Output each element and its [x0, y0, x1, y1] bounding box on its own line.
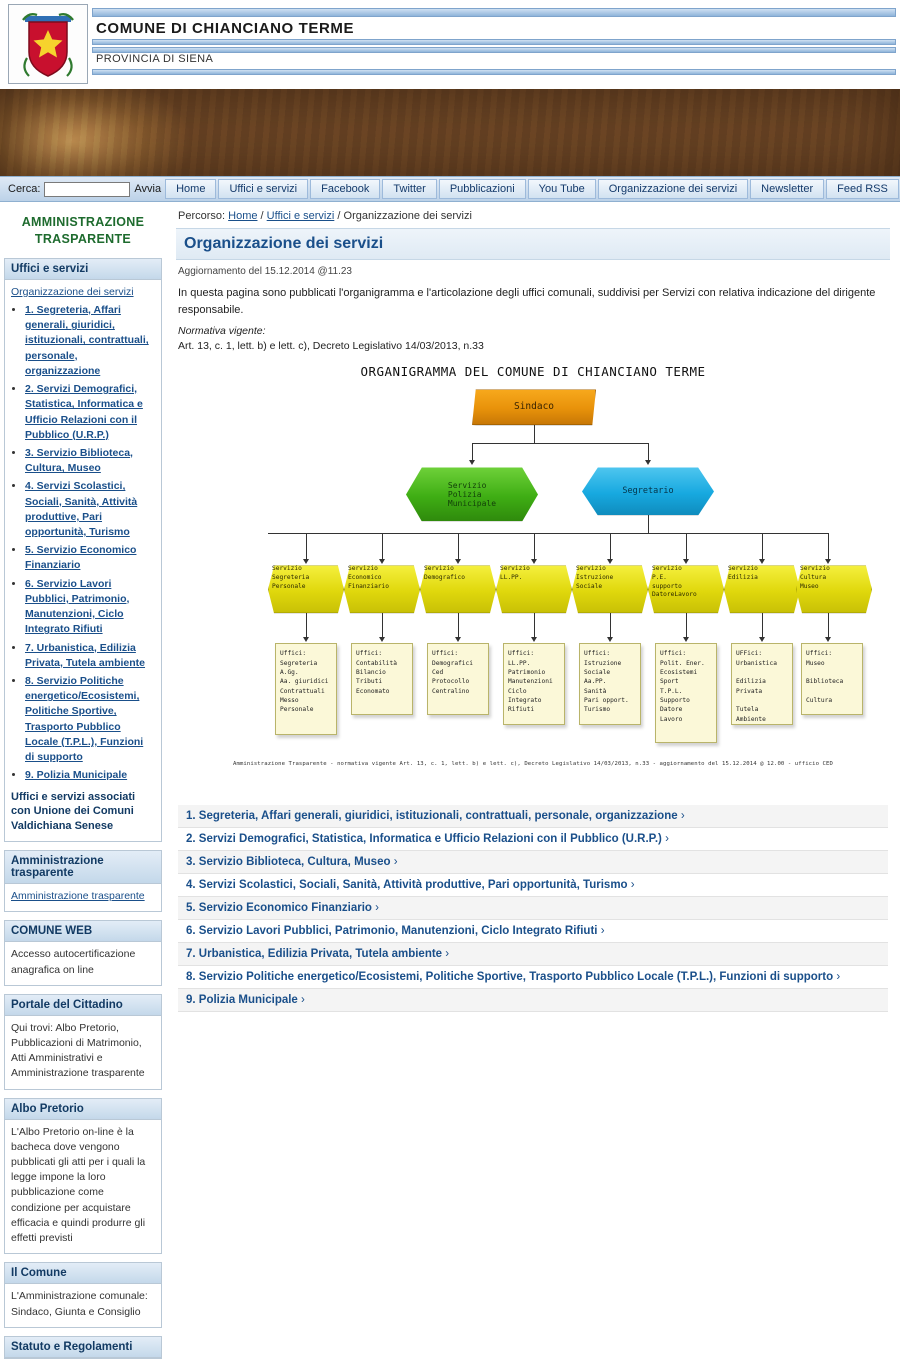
sidebar-box-title: COMUNE WEB	[5, 921, 161, 942]
org-office-demografici: Uffici: Demografici Ced Protocollo Centralino	[427, 643, 489, 715]
nav-item-twitter[interactable]: Twitter	[382, 179, 436, 199]
org-office-istruzione: Uffici: Istruzione Sociale Aa.PP. Sanità Pari opport. Turismo	[579, 643, 641, 725]
org-office-urbanistica: UFFici: Urbanistica Edilizia Privata Tutela Ambiente	[731, 643, 793, 725]
sidebar-item-servizio-5[interactable]: 5. Servizio Economico Finanziario	[25, 544, 137, 572]
list-item	[25, 303, 155, 379]
nav-item-newsletter[interactable]: Newsletter	[750, 179, 824, 199]
org-service-segreteria-personale	[268, 565, 344, 613]
org-service-pe-supporto-datore-lavoro	[648, 565, 724, 613]
search-area	[4, 182, 161, 197]
list-item	[25, 479, 155, 540]
provincia-subtitle: PROVINCIA DI SIENA	[96, 53, 214, 65]
main-column	[166, 202, 900, 1026]
sidebar-box-text: Qui trovi: Albo Pretorio, Pubblicazioni di Matrimonio, Atti Amministrativi e Amministrazione trasparente	[11, 1021, 145, 1080]
org-node-label: Servizio Economico Finanziario	[348, 565, 389, 590]
list-item	[25, 382, 155, 443]
list-item[interactable]	[178, 966, 888, 989]
sidebar-box-title: Albo Pretorio	[5, 1099, 161, 1120]
sidebar-service-list	[11, 303, 155, 784]
sidebar-item-servizio-9[interactable]: 9. Polizia Municipale	[25, 769, 128, 782]
sidebar	[0, 202, 166, 1371]
org-node-label: Servizio Demografico	[424, 565, 465, 582]
org-node-label: Servizio Segreteria Personale	[272, 565, 310, 590]
org-office-contabilita: Uffici: Contabilità Bilancio Tributi Economato	[351, 643, 413, 715]
org-office-politiche-energetiche: Uffici: Polit. Ener. Ecosistemi Sport T.P.L. Supporto Datore Lavoro	[655, 643, 717, 743]
coat-of-arms-icon	[8, 4, 88, 84]
list-item[interactable]	[178, 943, 888, 966]
org-node-polizia-municipale	[406, 467, 538, 521]
service-link-1: 1. Segreteria, Affari generali, giuridici, istituzionali, contrattuali, personale, organizzazione	[186, 810, 678, 823]
sidebar-box-albo-pretorio	[4, 1098, 162, 1255]
chevron-right-icon: ›	[375, 902, 380, 915]
service-link-6: 6. Servizio Lavori Pubblici, Patrimonio, Manutenzioni, Ciclo Integrato Rifiuti	[186, 925, 598, 938]
breadcrumb-item-current: Organizzazione dei servizi	[343, 210, 472, 222]
nav-item-facebook[interactable]: Facebook	[310, 179, 380, 199]
org-node-segretario	[582, 467, 714, 515]
chevron-right-icon: ›	[680, 810, 685, 823]
service-link-3: 3. Servizio Biblioteca, Cultura, Museo	[186, 856, 391, 869]
org-service-istruzione-sociale	[572, 565, 648, 613]
org-node-label: Servizio Edilizia	[728, 565, 758, 582]
normativa-text: Art. 13, c. 1, lett. b) e lett. c), Decreto Legislativo 14/03/2013, n.33	[178, 340, 484, 353]
service-link-5: 5. Servizio Economico Finanziario	[186, 902, 372, 915]
chevron-right-icon: ›	[301, 994, 305, 1007]
sidebar-box-text: L'Albo Pretorio on-line è la bacheca dove vengono pubblicati gli atti per i quali la legge impone la loro pubblicazione come condizione per acquistare efficacia e quindi produrre gli effetti previsti	[11, 1125, 146, 1245]
nav-item-home[interactable]: Home	[165, 179, 216, 199]
sidebar-box-uffici-e-servizi	[4, 258, 162, 842]
page-title-bar	[176, 228, 890, 260]
org-chart-footnote: Amministrazione Trasparente - normativa vigente Art. 13, c. 1, lett. b) e lett. c), Decreto Legislativo 14/03/2013, n.33 - aggiornamento del 15.12.2014 @ 12.00 - ufficio CED	[233, 761, 833, 768]
nav-item-organizzazione-dei-servizi[interactable]: Organizzazione dei servizi	[598, 179, 748, 199]
chevron-right-icon: ›	[600, 925, 605, 938]
sidebar-item-servizio-1[interactable]: 1. Segreteria, Affari generali, giuridici, istituzionali, contrattuali, personale, organizzazione	[25, 303, 149, 377]
list-item[interactable]	[178, 828, 888, 851]
service-link-8: 8. Servizio Politiche energetico/Ecosistemi, Politiche Sportive, Trasporto Pubblico Locale (T.P.L.), Funzioni di supporto	[186, 971, 834, 984]
breadcrumb-item-home[interactable]: Home	[228, 210, 258, 222]
search-input[interactable]	[44, 182, 130, 197]
normativa-block	[176, 324, 890, 364]
list-item[interactable]	[178, 989, 888, 1012]
main-navigation	[0, 176, 900, 202]
search-label: Cerca:	[8, 183, 41, 195]
sidebar-box-title: Uffici e servizi	[5, 259, 161, 280]
sidebar-item-servizio-8[interactable]: 8. Servizio Politiche energetico/Ecosistemi, Politiche Sportive, Trasporto Pubblico Locale (T.P.L.), Funzioni di supporto	[25, 675, 144, 764]
page-title: Organizzazione dei servizi	[184, 235, 384, 252]
list-item	[25, 543, 155, 573]
chevron-right-icon: ›	[836, 971, 841, 984]
list-item	[25, 446, 155, 476]
search-submit-button[interactable]: Avvia	[134, 183, 162, 195]
sidebar-amministrazione-trasparente-title: AMMINISTRAZIONE TRASPARENTE	[21, 215, 145, 246]
org-chart-title: ORGANIGRAMMA DEL COMUNE DI CHIANCIANO TERME	[360, 364, 706, 380]
sidebar-box-text: Accesso autocertificazione anagrafica on line	[11, 948, 136, 976]
list-item[interactable]	[178, 874, 888, 897]
org-node-label: Servizio P.E. supporto DatoreLavoro	[652, 565, 697, 599]
nav-item-youtube[interactable]: You Tube	[528, 179, 596, 199]
list-item[interactable]	[178, 897, 888, 920]
service-link-list	[176, 805, 890, 1026]
org-chart	[176, 389, 890, 789]
sidebar-item-servizio-4[interactable]: 4. Servizi Scolastici, Sociali, Sanità, Attività produttive, Pari opportunità, Turismo	[25, 480, 138, 539]
org-node-label: Segretario	[622, 486, 674, 497]
org-node-label: Servizio Cultura Museo	[800, 565, 830, 590]
sidebar-item-servizio-6[interactable]: 6. Servizio Lavori Pubblici, Patrimonio, Manutenzioni, Ciclo Integrato Rifiuti	[25, 577, 130, 636]
sidebar-box-statuto-e-regolamenti	[4, 1336, 162, 1359]
org-office-llpp: Uffici: LL.PP. Patrimonio Manutenzioni Ciclo Integrato Rifiuti	[503, 643, 565, 725]
chevron-right-icon: ›	[630, 879, 635, 892]
sidebar-box-title: Amministrazione trasparente	[5, 851, 161, 884]
org-node-label: Servizio LL.PP.	[500, 565, 530, 582]
sidebar-box-title: Il Comune	[5, 1263, 161, 1284]
breadcrumb-separator: /	[337, 210, 341, 222]
service-link-2: 2. Servizi Demografici, Statistica, Informatica e Ufficio Relazioni con il Pubblico (U.R.P.)	[186, 833, 662, 846]
list-item	[25, 674, 155, 765]
list-item[interactable]	[178, 920, 888, 943]
org-service-economico-finanziario	[344, 565, 420, 613]
sidebar-box-title: Portale del Cittadino	[5, 995, 161, 1016]
org-node-label: Servizio Polizia Municipale	[447, 480, 497, 508]
site-header	[0, 0, 900, 88]
sidebar-link-organizzazione-dei-servizi[interactable]: Organizzazione dei servizi	[11, 285, 134, 298]
service-link-4: 4. Servizi Scolastici, Sociali, Sanità, Attività produttive, Pari opportunità, Turismo	[186, 879, 628, 892]
service-link-9: 9. Polizia Municipale	[186, 994, 298, 1007]
sidebar-item-servizio-2[interactable]: 2. Servizi Demografici, Statistica, Informatica e Ufficio Relazioni con il Pubblico (U.R.P.)	[25, 383, 143, 441]
list-item	[25, 641, 155, 671]
sidebar-box-title: Statuto e Regolamenti	[5, 1337, 161, 1358]
sidebar-box-text: L'Amministrazione comunale: Sindaco, Giunta e Consiglio	[11, 1290, 148, 1318]
nav-item-list	[165, 179, 899, 199]
breadcrumb-separator: /	[260, 210, 264, 222]
intro-paragraph: In questa pagina sono pubblicati l'organigramma e l'articolazione degli uffici comunali, suddivisi per Servizi con relativa indicazione del dirigente responsabile.	[178, 287, 876, 316]
sidebar-item-servizio-3[interactable]: 3. Servizio Biblioteca, Cultura, Museo	[25, 446, 133, 475]
last-update-text: Aggiornamento del 15.12.2014 @11.23	[178, 266, 352, 277]
org-office-segreteria: Uffici: Segreteria A.Gg. Aa. giuridici Contrattuali Messo Personale	[275, 643, 337, 735]
breadcrumb-prefix: Percorso:	[178, 210, 226, 222]
nav-item-pubblicazioni[interactable]: Pubblicazioni	[439, 179, 526, 199]
list-item[interactable]	[178, 805, 888, 828]
org-office-museo-biblioteca: Uffici: Museo Biblioteca Cultura	[801, 643, 863, 715]
sidebar-box-portale-del-cittadino	[4, 994, 162, 1090]
org-service-edilizia	[724, 565, 800, 613]
sidebar-item-servizio-7[interactable]: 7. Urbanistica, Edilizia Privata, Tutela ambiente	[25, 641, 146, 669]
nav-item-feed-rss[interactable]: Feed RSS	[826, 179, 899, 199]
org-service-llpp	[496, 565, 572, 613]
sidebar-box-il-comune	[4, 1262, 162, 1327]
org-node-sindaco	[472, 389, 596, 425]
list-item	[25, 577, 155, 638]
chevron-right-icon: ›	[393, 856, 398, 869]
breadcrumb	[176, 208, 890, 228]
chevron-right-icon: ›	[665, 833, 669, 846]
sidebar-link-amministrazione-trasparente[interactable]: Amministrazione trasparente	[11, 890, 145, 903]
org-node-label: Sindaco	[513, 401, 555, 413]
normativa-label: Normativa vigente:	[178, 325, 266, 337]
nav-item-uffici-e-servizi[interactable]: Uffici e servizi	[218, 179, 308, 199]
list-item	[25, 768, 155, 783]
list-item[interactable]	[178, 851, 888, 874]
chevron-right-icon: ›	[445, 948, 450, 961]
comune-title: COMUNE DI CHIANCIANO TERME	[96, 20, 355, 37]
org-service-demografico	[420, 565, 496, 613]
sidebar-box-amministrazione-trasparente	[4, 850, 162, 912]
sidebar-associated-offices-title: Uffici e servizi associati con Unione dei Comuni Valdichiana Senese	[11, 790, 136, 833]
service-link-7: 7. Urbanistica, Edilizia Privata, Tutela ambiente	[186, 948, 443, 961]
sidebar-box-comune-web	[4, 920, 162, 985]
org-node-label: Servizio Istruzione Sociale	[576, 565, 614, 590]
header-decorative-bars	[92, 8, 896, 77]
org-service-cultura-museo	[796, 565, 872, 613]
hero-banner-image	[0, 88, 900, 176]
content-area	[0, 202, 900, 1371]
breadcrumb-item-uffici-e-servizi[interactable]: Uffici e servizi	[266, 210, 335, 222]
